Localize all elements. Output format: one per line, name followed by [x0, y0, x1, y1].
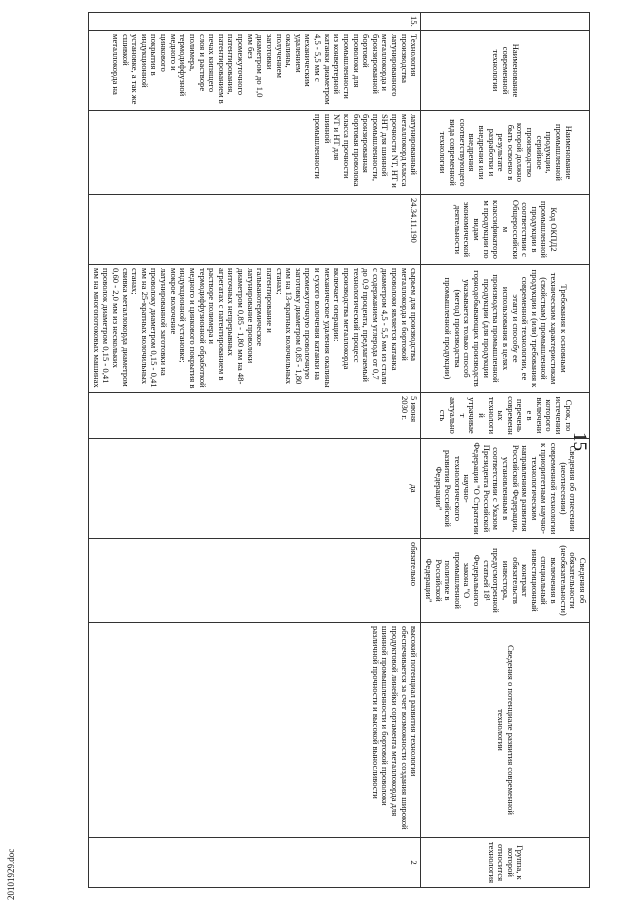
- rotated-page: [12, 12, 590, 887]
- row-product: латунированный металлокорд класса прочности NT, HT и SHT для шинной промышленности, бронзированная бортовая проволока класса прочности NT и HT для шинной промышленности: [89, 111, 421, 195]
- page-number: 15: [569, 432, 590, 451]
- row-requirements: сырьем для производства металлокорда и бортовой проволоки является катанка диаметром 4,5 - 5,5 мм из стали с содержанием углерода от 0,7 до 0,9 процента, предлагаемый технологический процесс производства металлокорда включает операции: механическое удаления окалины и сухого волочения катанки на промежуточную проволочную заготовку диаметром 0,85 - 1,80 мм на 13-кратных волочильных станах; патентирование и гальванотермическое латунирование проволоки диаметром 0,85 - 1,80 мм на 48-ниточных непрерывных агрегатах с патентированием в растворе полимера и термодиффузионной обработкой медного и цинкового покрытия в индукционной установке; мокрое волочение латунированной заготовки на проволоку диаметром 0,15 - 0,41 мм на 25-кратных волочильных станах; свивка металлокорда диаметром 0,60 - 2,0 мм из нескольких проволок диаметром 0,15 - 0,41 мм на многопотоковых машинах: [89, 265, 421, 393]
- row-okpd2: 24.34.11.190: [89, 195, 421, 265]
- header-requirements: Требования к основным техническим характеристикам (свойствам) промышленной продукции и (или) требования к современной технологии, ее этапу и способу ее использования в целях производства промышленной продукции (для продукции горнодобывающих производств указывается только способ (метод) производства промышленной продукции): [421, 265, 590, 393]
- table-header-row: [421, 13, 590, 888]
- file-name: 20101929.doc: [6, 848, 16, 900]
- header-term: Срок, по истечении которого включение в перечень современных технологий утрачивает актуальность: [421, 393, 590, 439]
- header-obligation: Сведения об обязательности (необязательности) включения в специальный инвестиционный контракт обязательств инвестора, предусмотренной статьей 18¹ Федерального закона "О промышленной политике в Российской Федерации": [421, 539, 590, 623]
- row-number: 15.: [89, 13, 421, 31]
- row-priority: да: [89, 439, 421, 539]
- row-term: 5 июня 2030 г.: [89, 393, 421, 439]
- row-group: 2: [89, 838, 421, 888]
- header-priority: Сведения об отнесении (неотнесении) современной технологии к приоритетным научно-технологическим направлениям развития Российской Федерации, установленным в соответствии с Указом Президента Российской Федерации "О Стратегии научно-технологического развития Российской Федерации": [421, 439, 590, 539]
- technology-table: [88, 12, 590, 888]
- table-row: [89, 13, 421, 888]
- row-potential: высокий потенциал развития технологии обеспечивается за счет возможности создания широкой продуктовой линейки сортамента металлокорда для шинной промышленности и бортовой проволоки различной прочности и высокой выносливости: [89, 623, 421, 838]
- header-technology: Наименование современной технологии: [421, 31, 590, 111]
- header-group: Группа, к которой относится технология: [421, 838, 590, 888]
- header-potential: Сведения о потенциале развития современной технологии: [421, 623, 590, 838]
- row-obligation: обязательно: [89, 539, 421, 623]
- row-technology: Технология производства латунированного металлокорда и бронзированной бортовой проволоки для промышленности из конвертерной катанки диаметром 4,5 - 5,5 мм с механическим удалением окалины, получением заготовки диаметром до 1,0 мм без промежуточного патентирования, патентированием в печах кипящего слоя и растворе полимера, термодиффузной медного и цинкового покрытия в индукционной установке, а так же сшивкой металлокорда на: [89, 31, 421, 111]
- header-okpd2: Код ОКПД2 промышленной продукции в соответствии с Общероссийским классификатором продукции по видам экономической деятельности: [421, 195, 590, 265]
- header-product: Наименование промышленной продукции, серийное производство которой должно быть освоено в результате разработки и внедрения или внедрения соответствующего вида современной технологии: [421, 111, 590, 195]
- header-number: [421, 13, 590, 31]
